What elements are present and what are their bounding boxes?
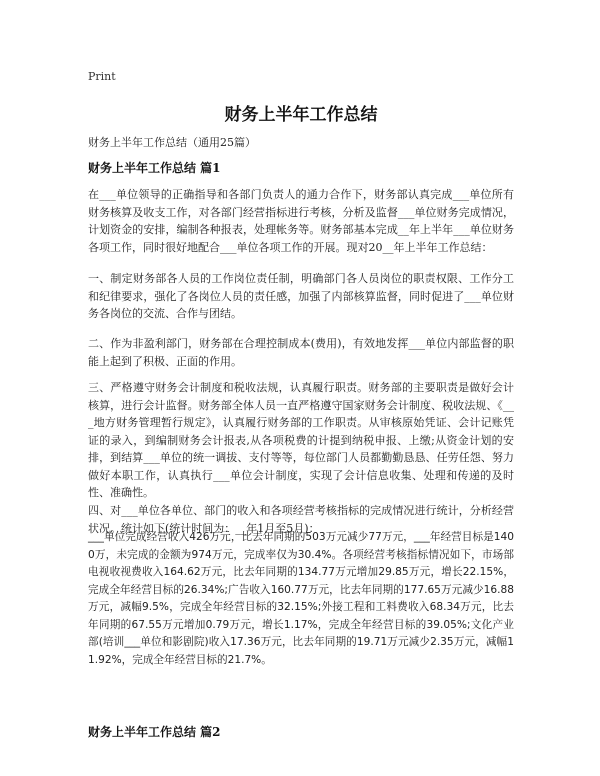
paragraph-statistics: ___单位完成经营收入426万元，比去年同期的503万元减少77万元，___年经营目标是1400万，未完成的金额为974万元，完成率仅为30.4%。各项经营考核指标情况如下，市场部电视收视费收入164.62万元，比去年同期的134.77万元增加29.85万元，增长22.15%，完成全年经营目标的26.34%;广告收入160.77万元，比去年同期的177.65万元减少16.88万元，减幅9.5%，完成全年经营目标的32.15%;外接工程和工料费收入68.34万元，比去年同期的67.55万元增加0.79万元，增长1.17%，完成全年经营目标的39.05%;文化产业部(培训___单位和影剧院)收入17.36万元，比去年同期的19.71万元减少2.35万元，减幅11.92%，完成全年经营目标的21.7%。 (88, 531, 514, 666)
paragraph-point-1: 一、制定财务部各人员的工作岗位责任制，明确部门各人员岗位的职责权限、工作分工和纪律要求，强化了各岗位人员的责任感，加强了内部核算监督，同时促进了___单位财务各岗位的交流、合作与团结。 (88, 272, 514, 320)
paragraph-point-3: 三、严格遵守财务会计制度和税收法规，认真履行职责。财务部的主要职责是做好会计核算，进行会计监督。财务部全体人员一直严格遵守国家财务会计制度、税收法规、《___地方财务管理暂行规定》，认真履行财务部的工作职责。从审核原始凭证、会计记账凭证的录入，到编制财务会计报表,从各项税费的计提到纳税申报、上缴;从资金计划的安排，到结算___单位的统一调拔、支付等等，每位部门人员都勤勤恳恳、任劳任怨、努力做好本职工作，认真执行___单位会计制度，实现了会计信息收集、处理和传递的及时性、准确性。 (88, 381, 514, 499)
paragraph-intro: 在___单位领导的正确指导和各部门负责人的通力合作下，财务部认真完成___单位所有财务核算及收支工作，对各部门经营指标进行考核，分析及监督___单位财务完成情况，计划资金的安排，编制各种报表，处理帐务等。财务部基本完成__年上半年___单位财务各项工作，同时很好地配合___单位各项工作的开展。现对20__年上半年工作总结： (88, 188, 514, 254)
paragraph-point-2: 二、作为非盈利部门，财务部在合理控制成本(费用)，有效地发挥___单位内部监督的职能上起到了积极、正面的作用。 (88, 337, 514, 368)
section-heading-2: 财务上半年工作总结 篇2 (88, 725, 221, 739)
print-link[interactable]: Print (88, 70, 116, 83)
page-title: 财务上半年工作总结 (224, 105, 378, 125)
section-heading-1: 财务上半年工作总结 篇1 (88, 161, 221, 175)
paragraph-point-4: 四、对___单位各单位、部门的收入和各项经营考核指标的完成情况进行统计，分析经营状况。统计如下(统计时间为：__年1月至5月)： (88, 504, 514, 535)
document-subtitle: 财务上半年工作总结（通用25篇） (88, 136, 256, 149)
